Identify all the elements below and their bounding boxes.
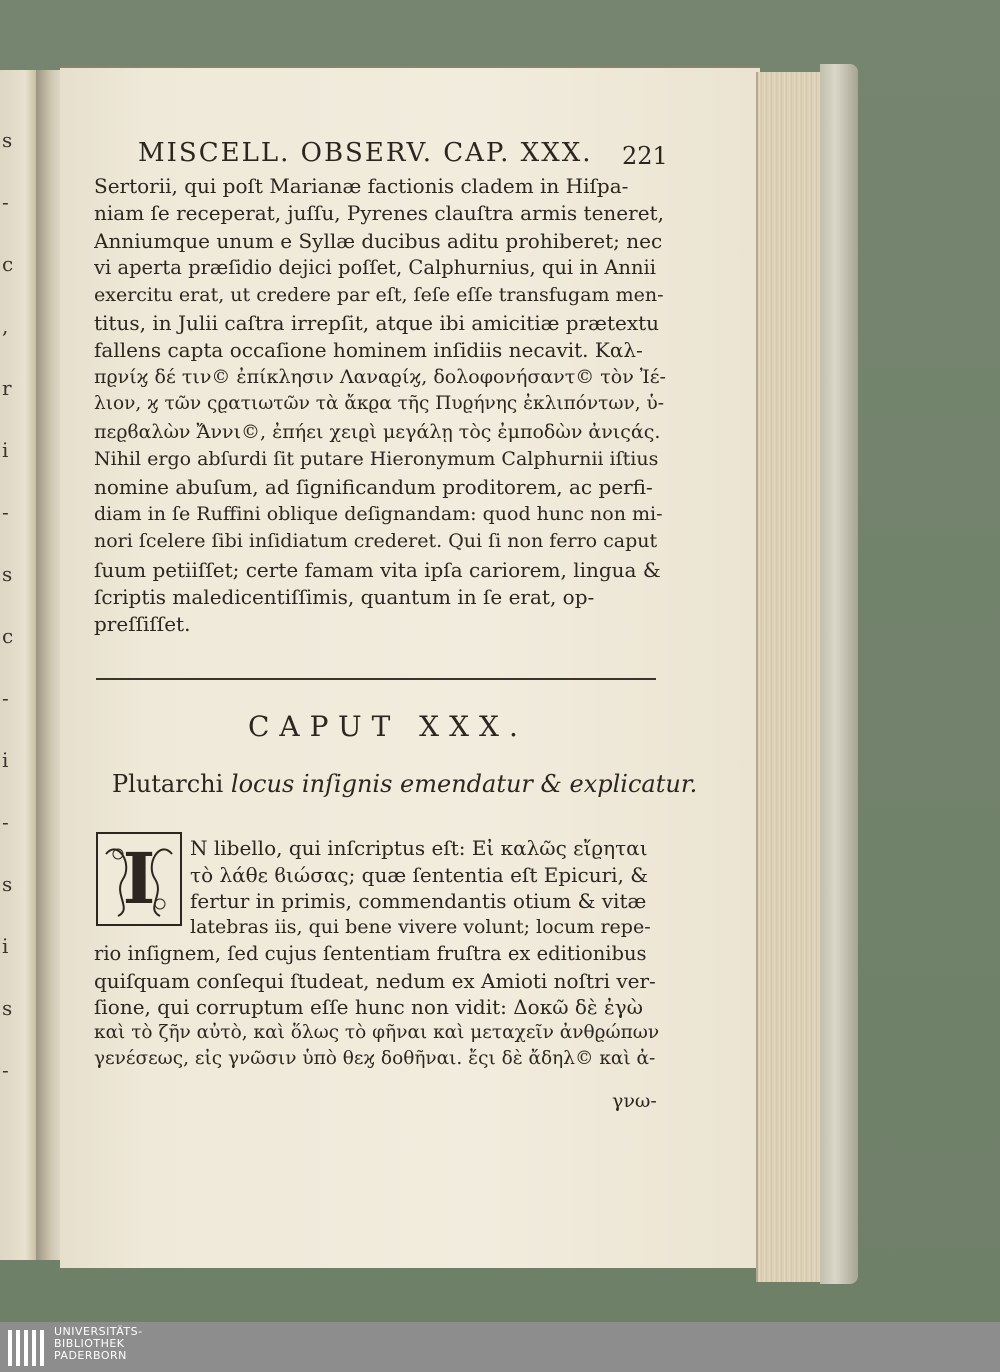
margin-mark: c [2,624,14,648]
library-footer-bar [0,1322,1000,1372]
text-line: titus, in Julii caſtra irrepſit, atque ibi amicitiæ prætextu [94,311,660,335]
text-line: Nihil ergo abſurdi ſit putare Hieronymum Calphurnii iſtius [94,448,659,470]
text-line: πεϱϐαλὼν Ἄννι©, ἐπήει χειϱὶ μεγάλῃ τὸς ἐμποδὼν ἀνιςάς. [94,420,661,443]
text-line: rio inſignem, ſed cujus ſententiam fruſtra ex editionibus [94,942,647,965]
margin-mark: - [2,1058,9,1082]
text-line: nori ſcelere ſibi inſidiatum crederet. Qui ſi non ferro caput [94,530,658,553]
text-line: vi aperta præſidio dejici poſſet, Calphurnius, qui in Annii [94,256,657,280]
book-cover-edge [820,64,858,1284]
text-line: preſſiſſet. [94,612,191,637]
text-line: ſuum petiiſſet; certe famam vita ipſa cariorem, lingua & [94,557,661,582]
text-line: τὸ λάθε ϐιώσας; quæ ſententia eſt Epicuri, & [190,862,649,887]
text-line: latebras iis, qui bene vivere volunt; locum repe- [190,915,651,938]
section-rule [96,678,656,680]
text-line: γενέσεως, εἰς γνῶσιν ὑπὸ θεϗ δοθῆναι. ἔςι δὲ ἄδηλ© καὶ ἀ- [94,1048,656,1069]
margin-mark: i [2,438,9,462]
margin-mark: - [2,810,9,834]
margin-mark: c [2,252,14,276]
margin-mark: - [2,686,9,710]
subtitle-plain: Plutarchi [112,770,231,798]
text-line: diam in ſe Ruffini oblique deſignandam: quod hunc non mi- [94,502,663,525]
margin-mark: i [2,748,9,772]
decorated-initial [96,832,182,926]
margin-mark: , [2,314,9,338]
margin-mark: s [2,872,13,896]
initial-letter: I [122,837,156,920]
margin-mark: i [2,934,9,958]
text-line: ſione, qui corruptum eſſe hunc non vidit: Δοκῶ δὲ ἐγὼ [94,995,643,1019]
text-line: ſcriptis maledicentiſſimis, quantum in ſe erat, op- [94,585,595,609]
margin-mark: s [2,128,13,152]
text-line: quiſquam conſequi ſtudeat, nedum ex Amioti noſtri ver- [94,968,656,993]
catchword: γνω- [612,1090,657,1112]
library-name-line-2: BIBLIOTHEK [54,1337,125,1350]
running-head: MISCELL. OBSERV. CAP. XXX. [138,138,593,168]
text-line: καὶ τὸ ζῆν αὐτὸ, καὶ ὅλως τὸ φῆναι καὶ μεταχεῖν ἀνθϱώπων [94,1021,660,1043]
text-line: fertur in primis, commendantis otium & vitæ [190,889,647,913]
text-line: fallens capta occaſione hominem inſidiis necavit. Καλ- [94,338,643,363]
margin-mark: s [2,562,13,586]
library-logo-icon [6,1328,48,1368]
text-line: Anniumque unum e Syllæ ducibus aditu prohiberet; nec [94,228,663,253]
margin-mark: r [2,376,12,400]
library-name [54,1326,143,1362]
text-line: Sertorii, qui poſt Marianæ factionis cladem in Hiſpa- [94,174,629,198]
chapter-subtitle [112,770,697,798]
text-line: πϱνίϗ δέ τιν© ἐπίκλησιν Λαναϱίϗ, δολοφονήσαντ© τὸν Ἰέ- [94,365,666,388]
library-name-line-1: UNIVERSITÄTS- [54,1325,143,1338]
text-line: niam ſe receperat, juſſu, Pyrenes clauſtra armis teneret, [94,201,664,226]
text-line: N libello, qui inſcriptus eſt: Εἰ καλῶς εἴϱηται [190,836,648,860]
margin-mark: - [2,190,9,214]
subtitle-italic: locus inſignis emendatur & explicatur. [230,770,698,798]
margin-mark: s [2,996,13,1020]
page-number: 221 [622,142,668,170]
chapter-heading: CAPUT XXX. [248,710,528,743]
previous-page-marks [2,130,32,1280]
library-name-line-3: PADERBORN [54,1349,127,1362]
margin-mark: - [2,500,9,524]
previous-page-edge [0,70,36,1260]
text-line: nomine abuſum, ad ſignificandum proditorem, ac perfi- [94,475,653,500]
text-line: exercitu erat, ut credere par eſt, ſeſe eſſe transfugam men- [94,283,664,306]
text-line: λιον, ϗ τῶν ςϱατιωτῶν τὰ ἄκϱα τῆς Πυϱήνης ἐκλιπόντων, ὑ- [94,393,664,415]
